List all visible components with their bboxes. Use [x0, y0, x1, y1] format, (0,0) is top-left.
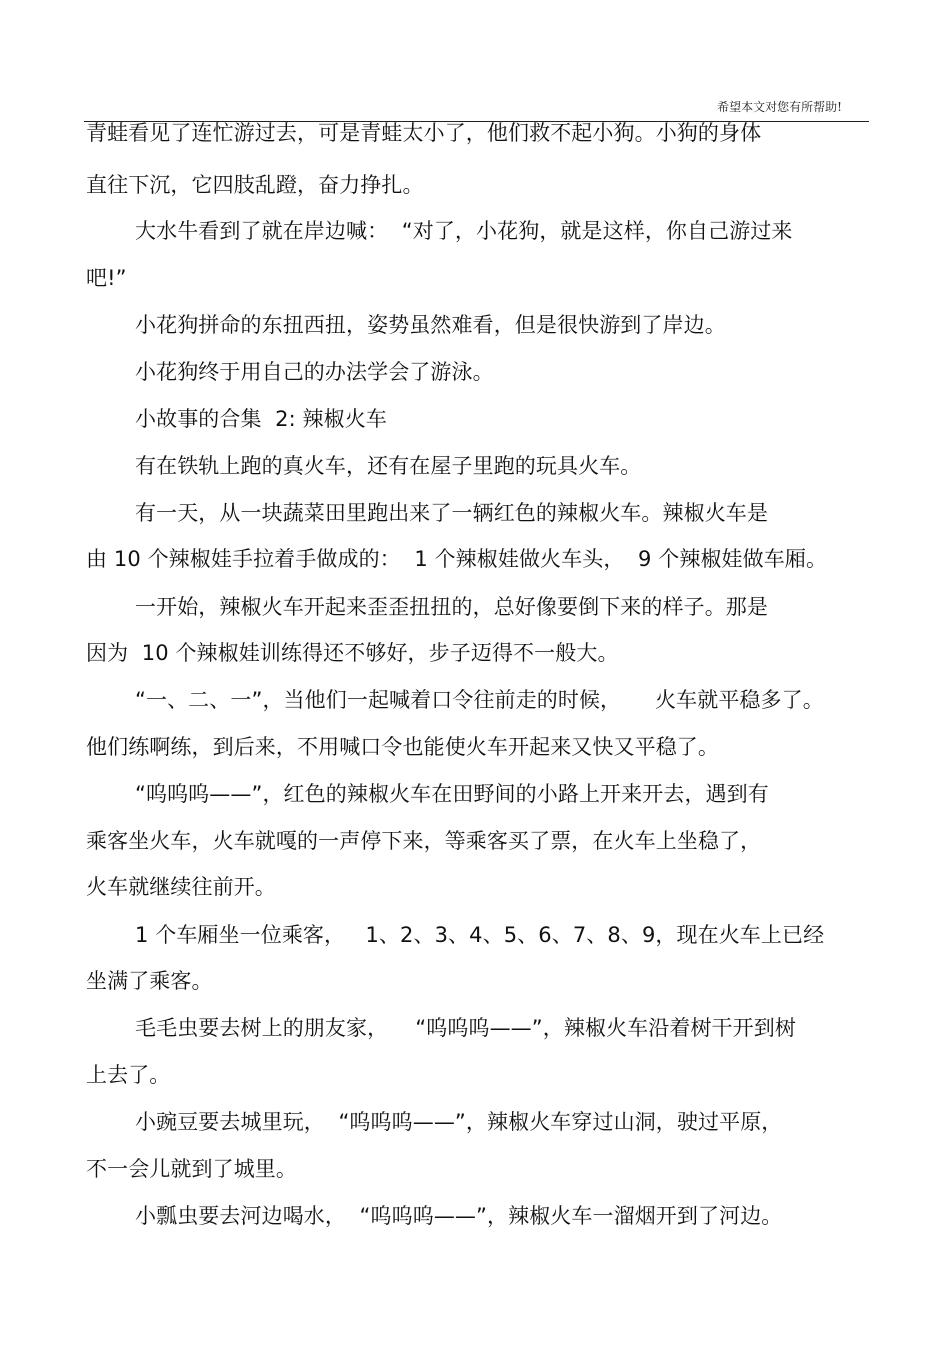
text-line: 他们练啊练，到后来，不用喊口令也能使火车开起来又快又平稳了。: [86, 735, 719, 759]
text-line: 上去了。: [86, 1063, 171, 1087]
paragraph-line: 有在铁轨上跑的真火车，还有在屋子里跑的玩具火车。: [135, 454, 642, 478]
text-line: 因为 10 个辣椒娃训练得还不够好，步子迈得不一般大。: [86, 641, 619, 665]
paragraph-line: 一开始，辣椒火车开起来歪歪扭扭的，总好像要倒下来的样子。那是: [135, 595, 768, 619]
text-line: 乘客坐火车，火车就嘎的一声停下来，等乘客买了票，在火车上坐稳了，: [86, 829, 762, 853]
text-line: 不一会儿就到了城里。: [86, 1157, 297, 1181]
text-line: 坐满了乘客。: [86, 969, 213, 993]
paragraph-line: 小花狗终于用自己的办法学会了游泳。: [135, 360, 494, 384]
paragraph-line: 毛毛虫要去树上的朋友家， “呜呜呜——”，辣椒火车沿着树干开到树: [135, 1016, 796, 1040]
text-line: 青蛙看见了连忙游过去，可是青蛙太小了，他们救不起小狗。小狗的身体: [86, 121, 762, 145]
paragraph-line: 小瓢虫要去河边喝水， “呜呜呜——”，辣椒火车一溜烟开到了河边。: [135, 1204, 783, 1228]
text-line: 吧!”: [86, 266, 127, 290]
section-title: 小故事的合集 2: 辣椒火车: [135, 407, 387, 431]
text-line: 由 10 个辣椒娃手拉着手做成的： 1 个辣椒娃做火车头， 9 个辣椒娃做车厢。: [86, 547, 828, 571]
page-header-text: 希望本文对您有所帮助!: [717, 100, 842, 114]
text-line: 火车就继续往前开。: [86, 875, 276, 899]
paragraph-line: 有一天，从一块蔬菜田里跑出来了一辆红色的辣椒火车。辣椒火车是: [135, 501, 768, 525]
paragraph-line: “一、二、一”，当他们一起喊着口令往前走的时候， 火车就平稳多了。: [135, 688, 824, 712]
paragraph-line: “呜呜呜——”，红色的辣椒火车在田野间的小路上开来开去，遇到有: [135, 782, 769, 806]
paragraph-line: 小豌豆要去城里玩， “呜呜呜——”，辣椒火车穿过山洞，驶过平原，: [135, 1110, 783, 1134]
text-line: 直往下沉，它四肢乱蹬，奋力挣扎。: [86, 173, 424, 197]
paragraph-line: 大水牛看到了就在岸边喊： “对了，小花狗，就是这样，你自己游过来: [135, 219, 793, 243]
paragraph-line: 1 个车厢坐一位乘客， 1、2、3、4、5、6、7、8、9，现在火车上已经: [135, 923, 825, 947]
paragraph-line: 小花狗拼命的东扭西扭，姿势虽然难看，但是很快游到了岸边。: [135, 313, 726, 337]
